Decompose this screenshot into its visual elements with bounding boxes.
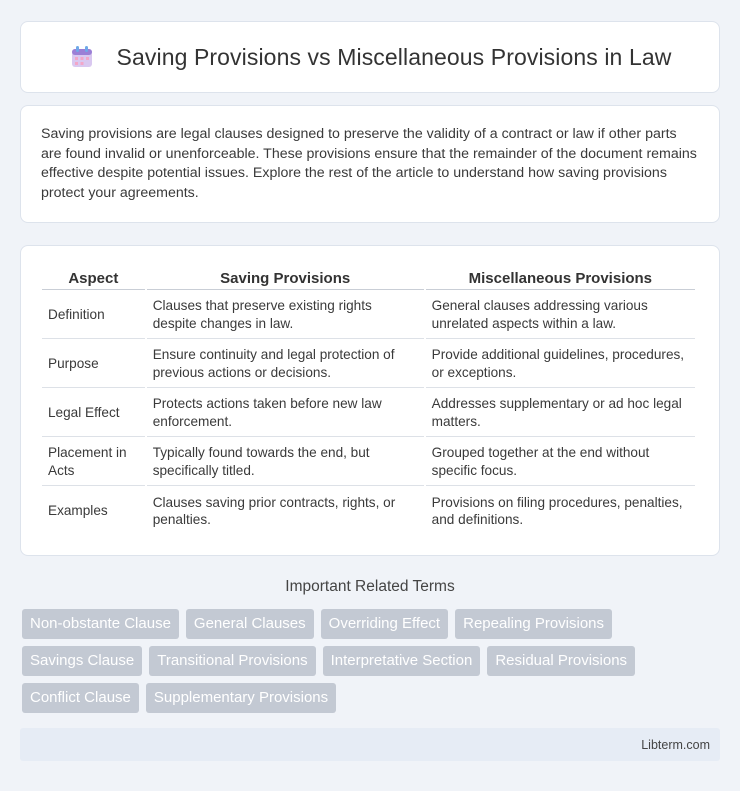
- comparison-table-card: [20, 245, 720, 556]
- tag-overriding-effect[interactable]: Overriding Effect: [321, 609, 448, 639]
- row-saving: Protects actions taken before new law enforcement.: [147, 388, 424, 437]
- row-aspect: Purpose: [42, 339, 145, 388]
- tag-row: [22, 683, 722, 713]
- row-saving: Ensure continuity and legal protection of previous actions or decisions.: [147, 339, 424, 388]
- page-title: Saving Provisions vs Miscellaneous Provisions in Law: [116, 43, 672, 70]
- intro-text: Saving provisions are legal clauses designed to preserve the validity of a contract or law if other parts are found invalid or unenforceable. These provisions ensure that the remainder of the document remains effective despite potential issues. Explore the rest of the article to understand how saving provisions protect your agreements.: [41, 126, 697, 201]
- tag-non-obstante-clause[interactable]: Non-obstante Clause: [22, 609, 179, 639]
- table-row: [42, 388, 695, 437]
- tag-savings-clause[interactable]: Savings Clause: [22, 646, 142, 676]
- row-miscellaneous: Provisions on filing procedures, penalties, and definitions.: [431, 494, 683, 527]
- tag-row: [22, 646, 722, 676]
- row-miscellaneous: Addresses supplementary or ad hoc legal matters.: [426, 388, 695, 437]
- row-saving: Typically found towards the end, but specifically titled.: [147, 437, 424, 486]
- row-aspect: Definition: [42, 290, 145, 339]
- tag-residual-provisions[interactable]: Residual Provisions: [487, 646, 635, 676]
- row-aspect: Examples: [48, 503, 108, 519]
- row-miscellaneous: Grouped together at the end without specific focus.: [426, 437, 695, 486]
- table-row: [42, 437, 695, 486]
- footer: [20, 728, 720, 761]
- column-header-aspect: Aspect: [42, 266, 145, 290]
- table-row: [42, 339, 695, 388]
- row-miscellaneous: Provide additional guidelines, procedures, or exceptions.: [426, 339, 695, 388]
- tag-repealing-provisions[interactable]: Repealing Provisions: [455, 609, 612, 639]
- header-card: [20, 21, 720, 93]
- tag-general-clauses[interactable]: General Clauses: [186, 609, 314, 639]
- tag-interpretative-section[interactable]: Interpretative Section: [323, 646, 481, 676]
- table-row: [42, 486, 695, 535]
- row-saving: Clauses saving prior contracts, rights, or penalties.: [152, 494, 396, 527]
- intro-card: [20, 105, 720, 223]
- table-row: [42, 290, 695, 339]
- row-saving: Clauses that preserve existing rights despite changes in law.: [147, 290, 424, 339]
- comparison-table: [40, 266, 697, 535]
- column-header-miscellaneous: Miscellaneous Provisions: [426, 266, 695, 290]
- footer-site-link[interactable]: Libterm.com: [641, 737, 710, 752]
- tag-row: [22, 609, 722, 639]
- row-aspect: Placement in Acts: [42, 437, 145, 486]
- table-header-row: [42, 266, 695, 290]
- row-miscellaneous: General clauses addressing various unrelated aspects within a law.: [426, 290, 695, 339]
- tag-supplementary-provisions[interactable]: Supplementary Provisions: [146, 683, 336, 713]
- related-terms-list: [22, 609, 722, 720]
- calendar-icon: [69, 44, 95, 70]
- column-header-saving: Saving Provisions: [147, 266, 424, 290]
- row-aspect: Legal Effect: [42, 388, 145, 437]
- tag-conflict-clause[interactable]: Conflict Clause: [22, 683, 139, 713]
- tag-transitional-provisions[interactable]: Transitional Provisions: [149, 646, 315, 676]
- related-terms-title: Important Related Terms: [285, 578, 455, 595]
